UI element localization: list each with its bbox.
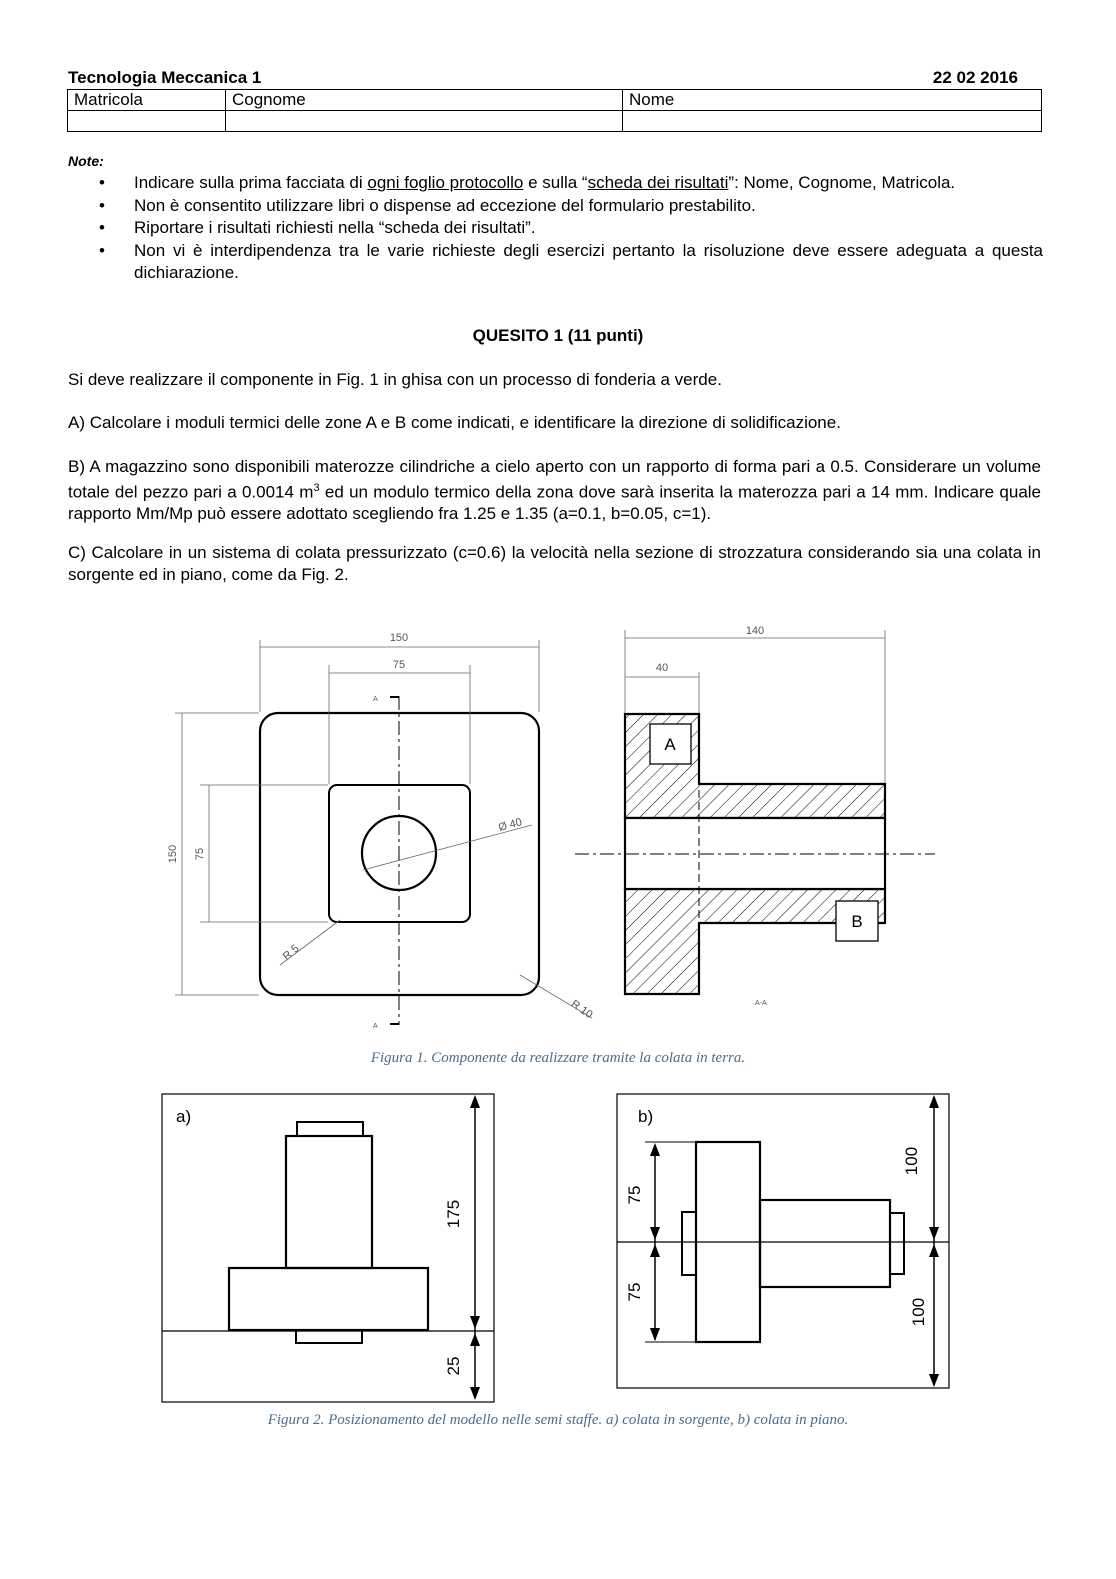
dim-diameter-40: Ø 40 — [497, 816, 524, 834]
dim-25: 25 — [444, 1356, 463, 1376]
figure2a-label: a) — [176, 1107, 192, 1126]
note-item: • Non è consentito utilizzare libri o dispense ad eccezione del formulario prestabilito. — [68, 195, 1043, 218]
link-ogni-foglio: ogni foglio protocollo — [367, 173, 524, 192]
section-mark-a-top: A — [373, 696, 378, 703]
dim-40: 40 — [655, 662, 669, 674]
note-item: • Riportare i risultati richiesti nella “scheda dei risultati”. — [68, 217, 1043, 240]
cognome-label: Cognome — [226, 90, 623, 111]
question-intro: Si deve realizzare il componente in Fig. 1 in ghisa con un processo di fonderia a verde. — [68, 370, 722, 389]
section-label: A-A — [755, 1000, 767, 1007]
dim-75-top: 75 — [625, 1185, 644, 1205]
question-title: QUESITO 1 (11 punti) — [472, 326, 644, 345]
zone-b-label: B — [851, 912, 863, 931]
dim-150-horizontal: 150 — [389, 632, 409, 644]
note-item: • Indicare sulla prima facciata di ogni foglio protocollo e sulla “scheda dei risultati”: Nome, Cognome, Matricola. — [68, 172, 1043, 195]
dim-radius-5: R 5 — [280, 942, 302, 963]
figure2a-sorgente — [162, 1094, 494, 1402]
dim-75-vertical: 75 — [194, 847, 206, 861]
dim-radius-10: R 10 — [568, 997, 595, 1022]
figure2b-label: b) — [638, 1107, 654, 1126]
section-mark-a-bottom: A — [373, 1023, 378, 1030]
dim-75-horizontal: 75 — [392, 659, 406, 671]
matricola-label: Matricola — [68, 90, 226, 111]
dim-140: 140 — [745, 625, 765, 637]
exam-date: 22 02 2016 — [932, 68, 1018, 87]
question-part-b: B) A magazzino sono disponibili materozze cilindriche a cielo aperto con un rapporto di forma pari a 0.5. Considerare un volume totale del pezzo pari a 0.0014 $m^3$ ed un modulo termico della zona dove sarà inserita la materozza pari a 14 mm. Indicare quale rapporto Mm/Mp può essere adottato scegliendo fra 1.25 e 1.35 (a=0.1, b=0.05, c=1). — [68, 457, 1042, 523]
figure1-section-view — [575, 630, 935, 994]
question-part-c: C) Calcolare in un sistema di colata pressurizzato (c=0.6) la velocità nella sezione di strozzatura considerando sia una colata in sorgente ed in piano, come da Fig. 2. — [68, 543, 1041, 584]
dim-100-bottom: 100 — [909, 1297, 928, 1327]
link-scheda-risultati: scheda dei risultati — [587, 173, 729, 192]
zone-a-label: A — [664, 735, 676, 754]
notes-label: Note: — [68, 153, 104, 169]
figure1-front-view — [175, 640, 592, 1025]
dim-175: 175 — [444, 1199, 463, 1229]
figure1-caption: Figura 1. Componente da realizzare tramite la colata in terra. — [370, 1050, 746, 1066]
question-part-a: A) Calcolare i moduli termici delle zone A e B come indicati, e identificare la direzione di solidificazione. — [68, 413, 841, 432]
dim-100-top: 100 — [902, 1146, 921, 1176]
dim-150-vertical: 150 — [167, 844, 179, 864]
figure2b-piano — [617, 1094, 949, 1388]
figure2-caption: Figura 2. Posizionamento del modello nelle semi staffe. a) colata in sorgente, b) colata in piano. — [267, 1412, 849, 1428]
note-item: • Non vi è interdipendenza tra le varie richieste degli esercizi pertanto la risoluzione deve essere adeguata a questa dichiarazione. — [68, 240, 1043, 285]
nome-label: Nome — [623, 90, 1042, 111]
dim-75-bottom: 75 — [625, 1282, 644, 1302]
course-title: Tecnologia Meccanica 1 — [68, 68, 262, 87]
